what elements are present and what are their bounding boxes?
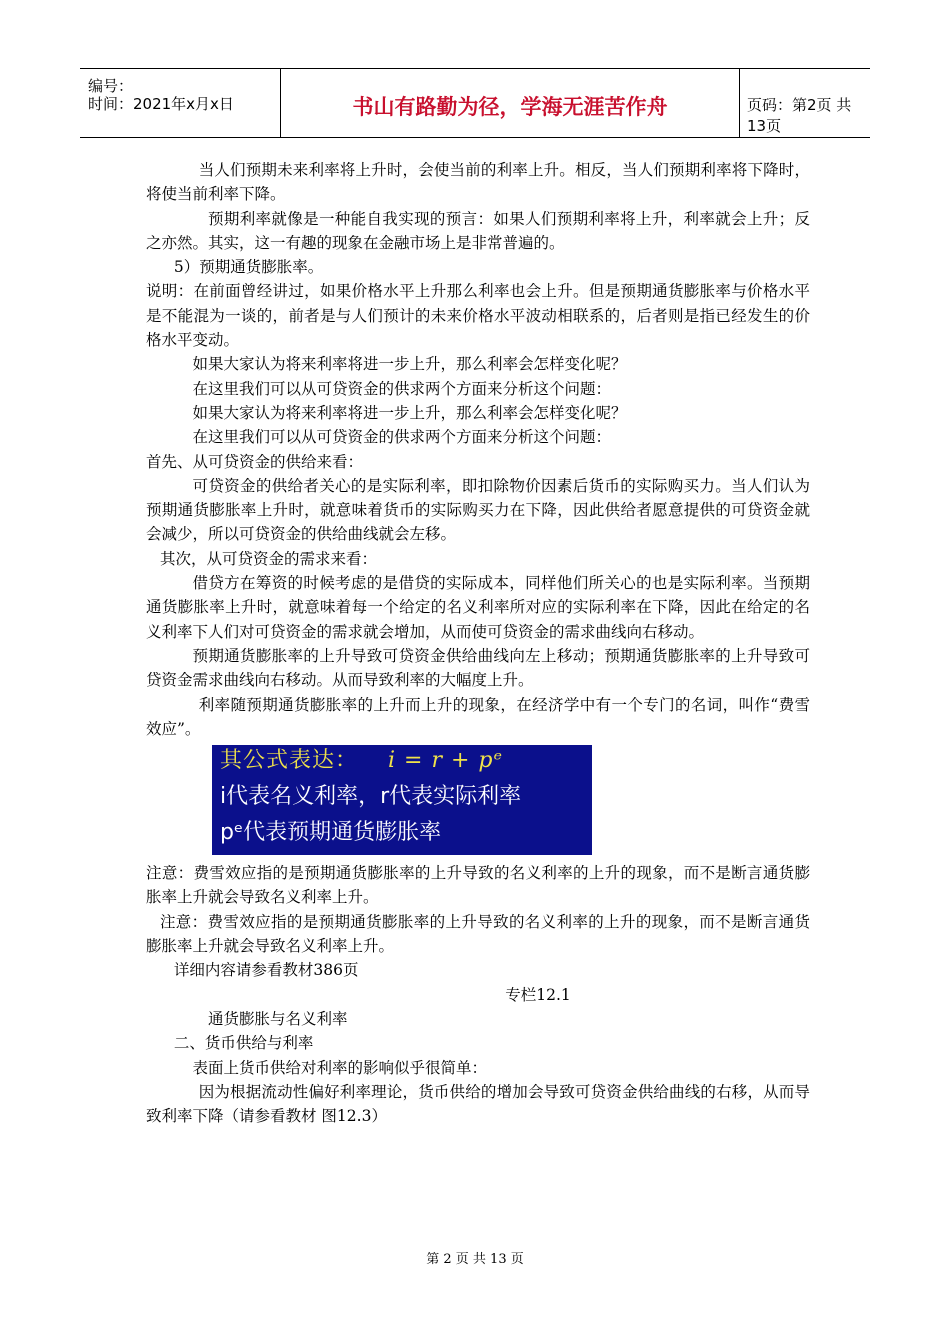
motto: 书山有路勤为径，学海无涯苦作舟 xyxy=(352,95,668,119)
header-table xyxy=(80,68,870,138)
paragraph: 借贷方在筹资的时候考虑的是借贷的实际成本，同样他们所关心的也是实际利率。当预期通货膨胀率上升时，就意味着每一个给定的名义利率所对应的实际利率在下降，因此在给定的名义利率下人们对可贷资金的需求就会增加，从而使可贷资金的需求曲线向右移动。 xyxy=(146,574,810,641)
header-page-cell xyxy=(739,69,870,137)
paragraph: 预期利率就像是一种能自我实现的预言：如果人们预期利率将上升，利率就会上升；反之亦然。其实，这一有趣的现象在金融市场上是非常普遍的。 xyxy=(146,209,810,252)
box-subtitle: 通货膨胀与名义利率 xyxy=(208,1009,348,1028)
box-title: 专栏12.1 xyxy=(505,985,571,1004)
paragraph: 详细内容请参看教材386页 xyxy=(173,961,359,980)
paragraph: 表面上货币供给对利率的影响似乎很简单： xyxy=(192,1058,488,1077)
formula-line-2: i代表名义利率，r代表实际利率 xyxy=(220,784,522,810)
paragraph: 如果大家认为将来利率将进一步上升，那么利率会怎样变化呢？ xyxy=(192,403,627,422)
header-motto-cell xyxy=(280,69,740,137)
paragraph: 如果大家认为将来利率将进一步上升，那么利率会怎样变化呢？ xyxy=(192,355,627,374)
paragraph: 首先、从可贷资金的供给来看： xyxy=(146,452,364,471)
header-left-cell xyxy=(80,69,280,137)
page-info: 页码：第2页 共13页 xyxy=(747,96,852,135)
fisher-formula-image xyxy=(212,745,592,855)
paragraph: 其次，从可贷资金的需求来看： xyxy=(159,549,377,568)
paragraph: 注意：费雪效应指的是预期通货膨胀率的上升导致的名义利率的上升的现象，而不是断言通货膨胀率上升就会导致名义利率上升。 xyxy=(146,864,810,907)
paragraph: 因为根据流动性偏好利率理论，货币供给的增加会导致可贷资金供给曲线的右移，从而导致利率下降（请参看教材 图12.3） xyxy=(146,1082,810,1126)
formula-line-3: pᵉ代表预期通货膨胀率 xyxy=(220,820,442,846)
paragraph: 在这里我们可以从可贷资金的供求两个方面来分析这个问题： xyxy=(192,379,612,398)
document-body xyxy=(146,158,810,1128)
section-item: 5）预期通货膨胀率。 xyxy=(173,258,324,277)
paragraph: 注意：费雪效应指的是预期通货膨胀率的上升导致的名义利率的上升的现象，而不是断言通货膨胀率上升就会导致名义利率上升。 xyxy=(146,912,810,956)
document-date: 时间：2021年x月x日 xyxy=(88,95,234,113)
paragraph: 利率随预期通货膨胀率的上升而上升的现象，在经济学中有一个专门的名词，叫作“费雪效应”。 xyxy=(146,695,810,738)
section-heading: 二、货币供给与利率 xyxy=(173,1034,314,1053)
paragraph: 说明：在前面曾经讲过，如果价格水平上升那么利率也会上升。但是预期通货膨胀率与价格水平是不能混为一谈的，前者是与人们预计的未来价格水平波动相联系的，后者则是指已经发生的价格水平变动。 xyxy=(146,282,810,350)
paragraph: 在这里我们可以从可贷资金的供求两个方面来分析这个问题： xyxy=(192,428,612,447)
document-number: 编号： xyxy=(88,77,134,95)
paragraph: 可贷资金的供给者关心的是实际利率，即扣除物价因素后货币的实际购买力。当人们认为预期通货膨胀率上升时，就意味着货币的实际购买力在下降，因此供给者愿意提供的可贷资金就会减少，所以可贷资金的供给曲线就会左移。 xyxy=(146,476,810,544)
formula-equation: i = r + pᵉ xyxy=(388,748,504,774)
paragraph: 预期通货膨胀率的上升导致可贷资金供给曲线向左上移动；预期通货膨胀率的上升导致可贷资金需求曲线向右移动。从而导致利率的大幅度上升。 xyxy=(146,646,810,690)
page-footer: 第 2 页 共 13 页 xyxy=(426,1252,524,1267)
paragraph: 当人们预期未来利率将上升时，会使当前的利率上升。相反，当人们预期利率将下降时，将使当前利率下降。 xyxy=(146,161,810,204)
formula-title xyxy=(220,749,503,773)
formula-label: 其公式表达： xyxy=(220,748,359,774)
